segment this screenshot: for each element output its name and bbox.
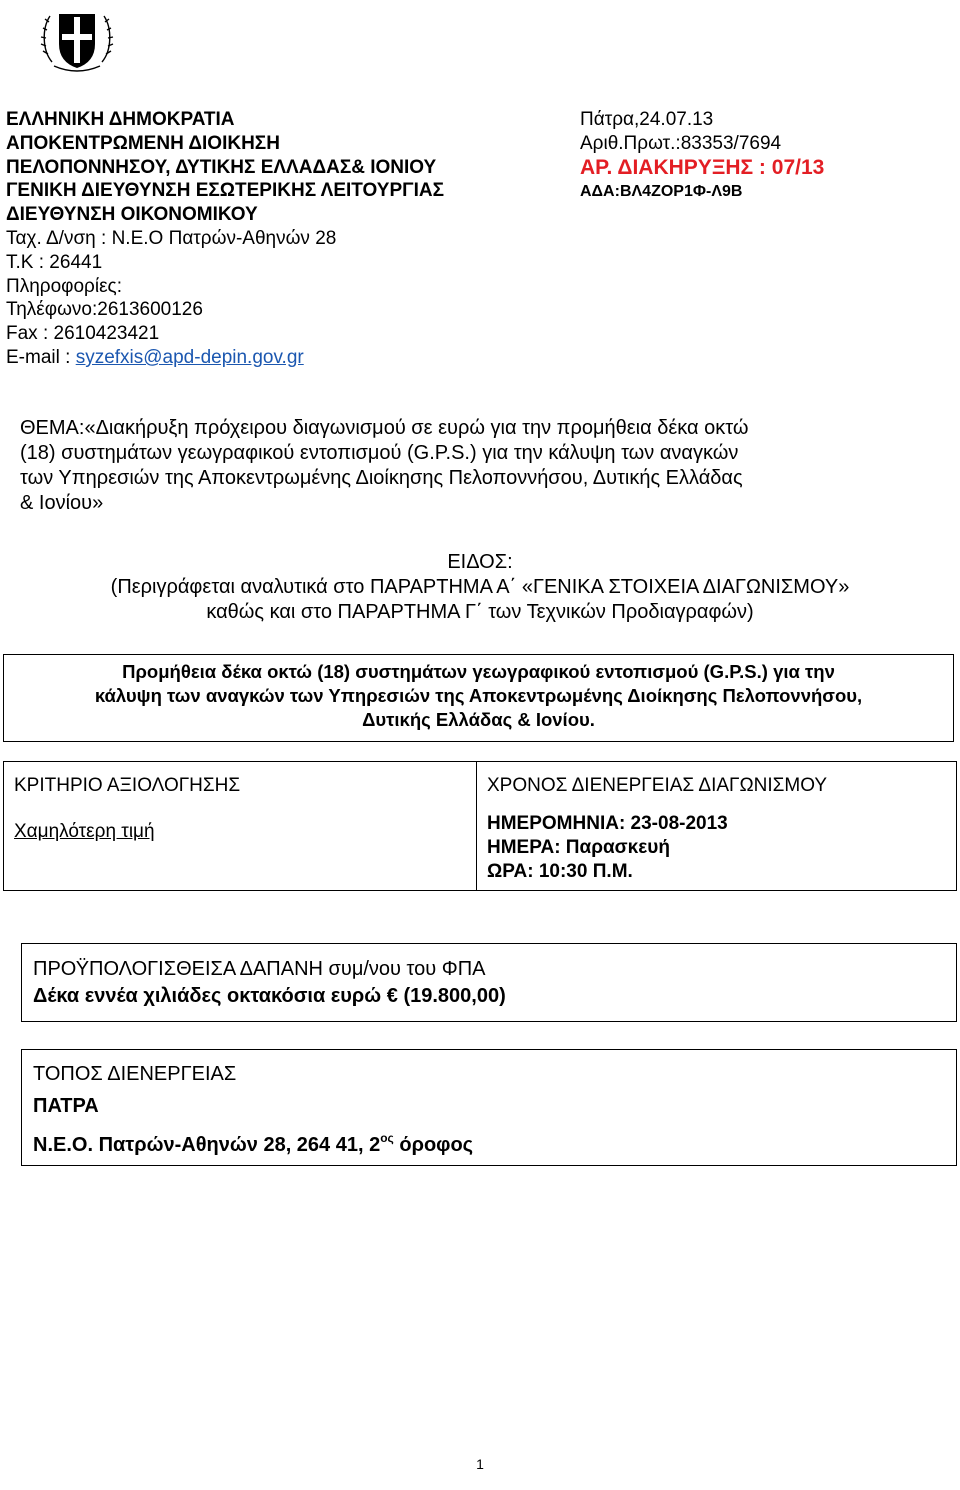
budget-label: ΠΡΟΫΠΟΛΟΓΙΣΘΕΙΣΑ ΔΑΠΑΝΗ συμ/νου του ΦΠΑ <box>33 958 486 980</box>
sender-line-administration: ΑΠΟΚΕΝΤΡΩΜΕΝΗ ΔΙΟΙΚΗΣΗ <box>6 132 280 154</box>
timing-day: ΗΜΕΡΑ: Παρασκευή <box>487 837 670 858</box>
declaration-number: ΑΡ. ΔΙΑΚΗΡΥΞΗΣ : 07/13 <box>580 156 825 179</box>
criteria-header: ΚΡΙΤΗΡΙΟ ΑΞΙΟΛΟΓΗΣΗΣ <box>14 775 241 796</box>
subject-line-4: & Ιονίου» <box>20 492 104 514</box>
procurement-line-2: κάλυψη των αναγκών των Υπηρεσιών της Αποκεντρωμένης Διοίκησης Πελοποννήσου, <box>94 685 863 706</box>
location-floor-word: όροφος <box>393 1134 474 1156</box>
reference-block <box>580 108 824 204</box>
location-address-line <box>33 1122 956 1161</box>
subject-line-3: των Υπηρεσιών της Αποκεντρωμένης Διοίκησης Πελοποννήσου, Δυτικής Ελλάδας <box>20 467 743 489</box>
sender-phone: Τηλέφωνο:2613600126 <box>6 299 203 321</box>
criteria-value: Χαμηλότερη τιμή <box>14 821 155 842</box>
subject-line-2: (18) συστημάτων γεωγραφικού εντοπισμού (G.P.S.) για την κάλυψη των αναγκών <box>20 442 739 464</box>
location-address: Ν.Ε.Ο. Πατρών-Αθηνών 28, 264 41, 2 <box>33 1134 381 1156</box>
sender-fax: Fax : 2610423421 <box>6 323 160 345</box>
greek-coat-of-arms-icon <box>40 6 114 76</box>
timing-cell <box>477 762 957 891</box>
procurement-box <box>3 654 954 742</box>
budget-box <box>21 943 957 1022</box>
procurement-line-3: Δυτικής Ελλάδας & Ιονίου. <box>362 709 595 730</box>
sender-email-line <box>6 346 506 370</box>
criteria-cell <box>4 762 477 891</box>
sender-block <box>6 108 506 370</box>
sender-postal-code: Τ.Κ : 26441 <box>6 251 103 273</box>
sender-line-directorate: ΔΙΕΥΘΥΝΣΗ ΟΙΚΟΝΟΜΙΚΟΥ <box>6 204 258 226</box>
sender-line-region: ΠΕΛΟΠΟΝΝΗΣΟΥ, ΔΥΤΙΚΗΣ ΕΛΛΑΔΑΣ& ΙΟΝΙΟΥ <box>6 156 437 178</box>
timing-date: ΗΜΕΡΟΜΗΝΙΑ: 23-08-2013 <box>487 813 728 834</box>
budget-amount: Δέκα εννέα χιλιάδες οκτακόσια ευρώ € (19.800,00) <box>33 985 506 1007</box>
protocol-number: Αριθ.Πρωτ.:83353/7694 <box>580 133 782 154</box>
location-label: ΤΟΠΟΣ ΔΙΕΝΕΡΓΕΙΑΣ <box>33 1063 237 1085</box>
ada-code: ΑΔΑ:ΒΛ4ΖΟΡ1Φ-Λ9Β <box>580 183 743 200</box>
sender-info: Πληροφορίες: <box>6 275 122 297</box>
procurement-line-1: Προμήθεια δέκα οκτώ (18) συστημάτων γεωγραφικού εντοπισμού (G.P.S.) για την <box>122 661 835 682</box>
sender-line-general-directorate: ΓΕΝΙΚΗ ΔΙΕΥΘΥΝΣΗ ΕΣΩΤΕΡΙΚΗΣ ΛΕΙΤΟΥΡΓΙΑΣ <box>6 180 444 202</box>
location-city: ΠΑΤΡΑ <box>33 1095 99 1117</box>
sender-email-link[interactable]: syzefxis@apd-depin.gov.gr <box>75 346 304 368</box>
subject-line-1: ΘΕΜΑ:«Διακήρυξη πρόχειρου διαγωνισμού σε ευρώ για την προμήθεια δέκα οκτώ <box>20 417 749 439</box>
page-number: 1 <box>476 1456 484 1472</box>
subject-block <box>20 416 950 516</box>
item-type-line-1: (Περιγράφεται αναλυτικά στο ΠΑΡΑΡΤΗΜΑ Α΄ «ΓΕΝΙΚΑ ΣΤΟΙΧΕΙΑ ΔΙΑΓΩΝΙΣΜΟΥ» <box>110 576 850 598</box>
sender-email-label: E-mail : <box>6 346 76 368</box>
timing-header: ΧΡΟΝΟΣ ΔΙΕΝΕΡΓΕΙΑΣ ΔΙΑΓΩΝΙΣΜΟΥ <box>487 775 828 796</box>
item-type-block <box>0 550 960 625</box>
location-floor-suffix: ος <box>380 1131 394 1145</box>
location-box <box>21 1049 957 1166</box>
criteria-timing-table <box>3 761 957 891</box>
place-date: Πάτρα,24.07.13 <box>580 109 714 130</box>
sender-line-country: ΕΛΛΗΝΙΚΗ ΔΗΜΟΚΡΑΤΙΑ <box>6 109 235 130</box>
item-type-line-2: καθώς και στο ΠΑΡΑΡΤΗΜΑ Γ΄ των Τεχνικών Προδιαγραφών) <box>206 601 754 623</box>
item-type-label: ΕΙΔΟΣ: <box>447 551 513 573</box>
sender-address: Ταχ. Δ/νση : Ν.Ε.Ο Πατρών-Αθηνών 28 <box>6 227 337 249</box>
timing-time: ΩΡΑ: 10:30 Π.Μ. <box>487 861 633 882</box>
